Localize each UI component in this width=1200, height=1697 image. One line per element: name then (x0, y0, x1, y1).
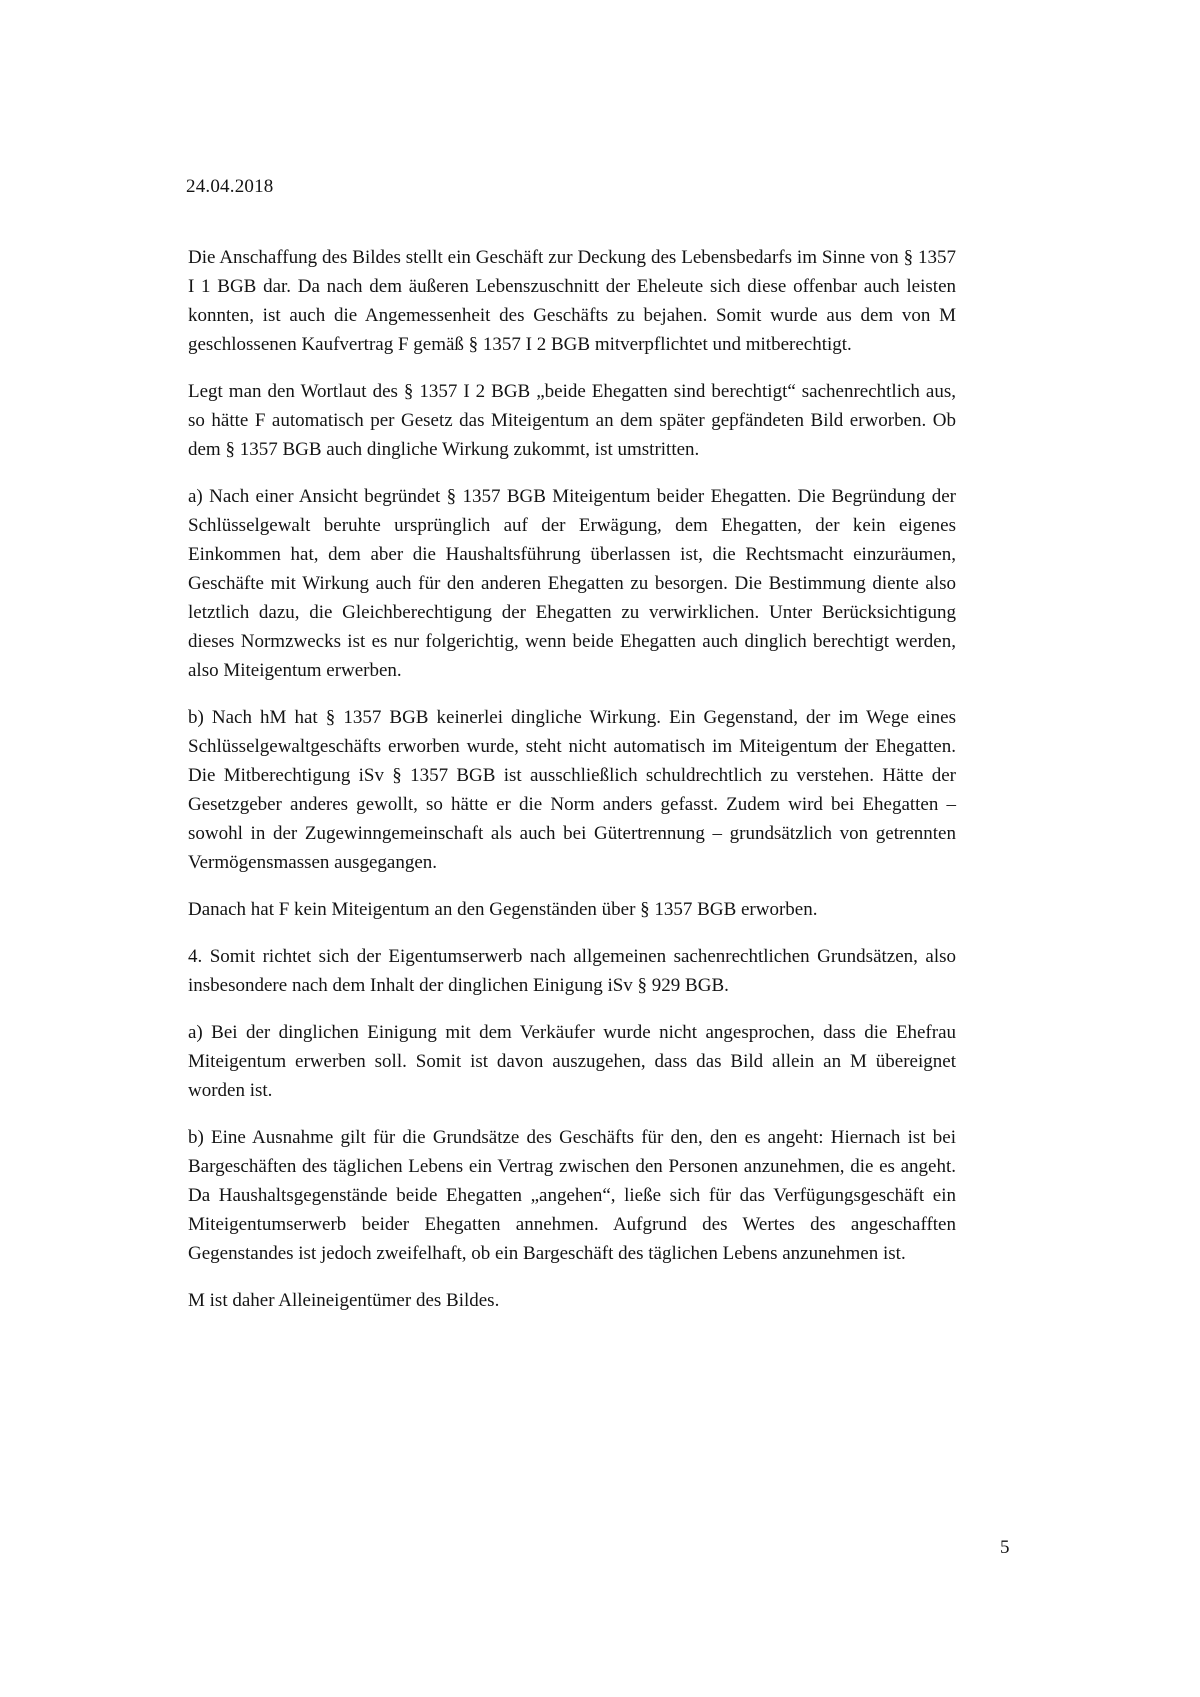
paragraph: 4. Somit richtet sich der Eigentumserwerb nach allgemeinen sachenrechtlichen Grundsätzen, also insbesondere nach dem Inhalt der dinglichen Einigung iSv § 929 BGB. (188, 946, 956, 996)
paragraph: Danach hat F kein Miteigentum an den Gegenständen über § 1357 BGB erworben. (188, 899, 818, 920)
paragraph: Die Anschaffung des Bildes stellt ein Geschäft zur Deckung des Lebensbedarfs im Sinne von § 1357 I 1 BGB dar. Da nach dem äußeren Lebenszuschnitt der Eheleute sich diese offenbar auch leisten konnten, ist auch die Angemessenheit des Geschäfts zu bejahen. Somit wurde aus dem von M geschlossenen Kaufvertrag F gemäß § 1357 I 2 BGB mitverpflichtet und mitberechtigt. (188, 247, 956, 355)
document-date: 24.04.2018 (186, 176, 274, 197)
paragraph: a) Nach einer Ansicht begründet § 1357 BGB Miteigentum beider Ehegatten. Die Begründung der Schlüsselgewalt beruhte ursprünglich auf der Erwägung, dem Ehegatten, der kein eigenes Einkommen hat, dem aber die Haushaltsführung überlassen ist, die Rechtsmacht einzuräumen, Geschäfte mit Wirkung auch für den anderen Ehegatten zu besorgen. Die Bestimmung diente also letztlich dazu, die Gleichberechtigung der Ehegatten zu verwirklichen. Unter Berücksichtigung dieses Normzwecks ist es nur folgerichtig, wenn beide Ehegatten auch dinglich berechtigt werden, also Miteigentum erwerben. (188, 486, 956, 681)
paragraph: Legt man den Wortlaut des § 1357 I 2 BGB „beide Ehegatten sind berechtigt“ sachenrechtlich aus, so hätte F automatisch per Gesetz das Miteigentum an dem später gepfändeten Bild erworben. Ob dem § 1357 BGB auch dingliche Wirkung zukommt, ist umstritten. (188, 381, 956, 460)
paragraph: a) Bei der dinglichen Einigung mit dem Verkäufer wurde nicht angesprochen, dass die Ehefrau Miteigentum erwerben soll. Somit ist davon auszugehen, dass das Bild allein an M übereignet worden ist. (188, 1022, 956, 1101)
paragraph: b) Eine Ausnahme gilt für die Grundsätze des Geschäfts für den, den es angeht: Hiernach ist bei Bargeschäften des täglichen Lebens ein Vertrag zwischen den Personen anzunehmen, die es angeht. Da Haushaltsgegenstände beide Ehegatten „angehen“, ließe sich für das Verfügungsgeschäft ein Miteigentumserwerb beider Ehegatten annehmen. Aufgrund des Wertes des angeschafften Gegenstandes ist jedoch zweifelhaft, ob ein Bargeschäft des täglichen Lebens anzunehmen ist. (188, 1127, 956, 1264)
page-number: 5 (1000, 1537, 1010, 1558)
paragraph: M ist daher Alleineigentümer des Bildes. (188, 1290, 500, 1311)
paragraph: b) Nach hM hat § 1357 BGB keinerlei dingliche Wirkung. Ein Gegenstand, der im Wege eines Schlüsselgewaltgeschäfts erworben wurde, steht nicht automatisch im Miteigentum der Ehegatten. Die Mitberechtigung iSv § 1357 BGB ist ausschließlich schuldrechtlich zu verstehen. Hätte der Gesetzgeber anderes gewollt, so hätte er die Norm anders gefasst. Zudem wird bei Ehegatten – sowohl in der Zugewinngemeinschaft als auch bei Gütertrennung – grundsätzlich von getrennten Vermögensmassen ausgegangen. (188, 707, 956, 873)
document-body (188, 243, 956, 1333)
